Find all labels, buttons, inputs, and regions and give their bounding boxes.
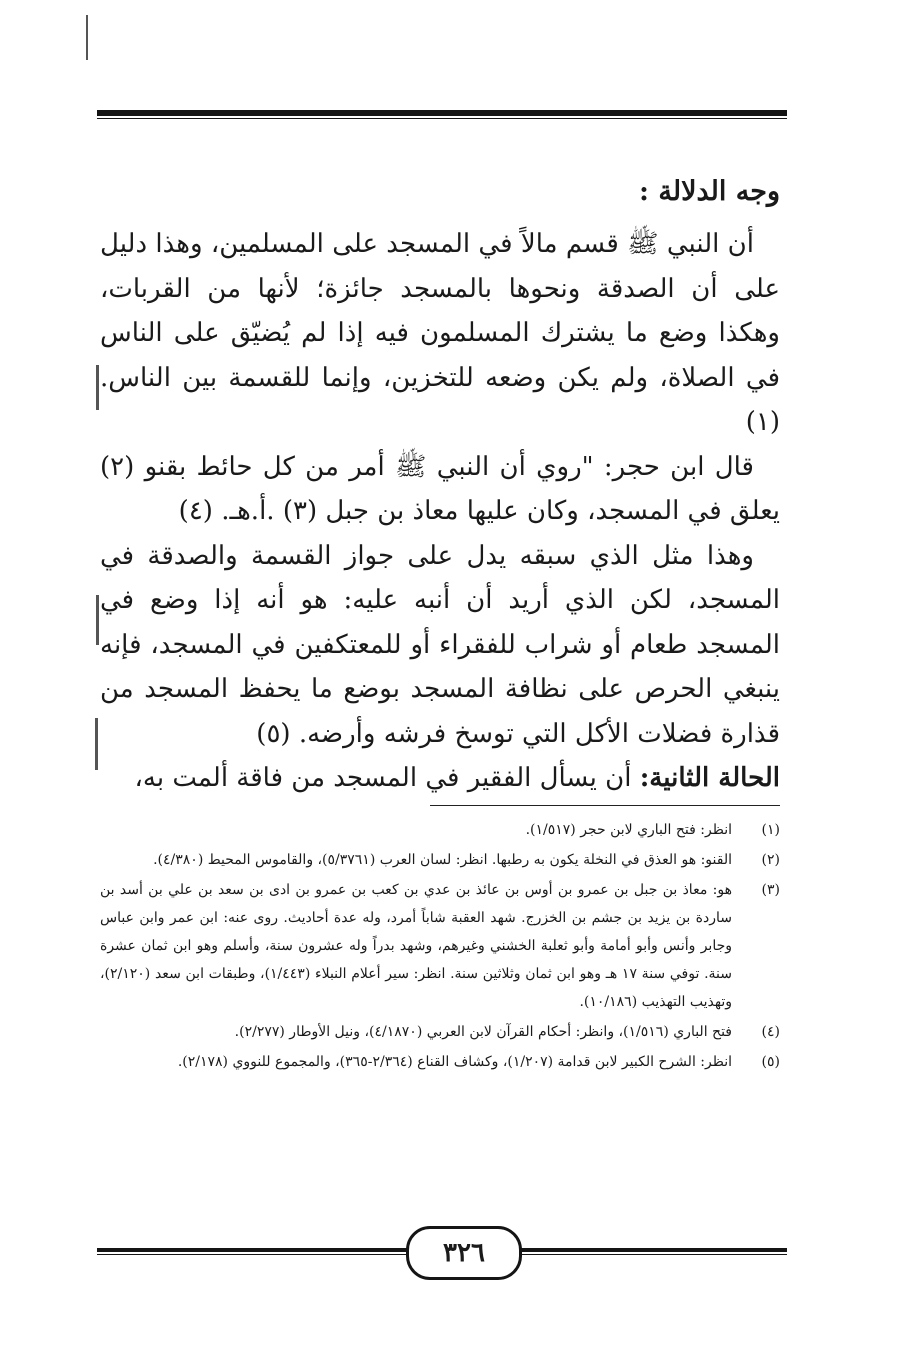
paragraph: وهذا مثل الذي سبقه يدل على جواز القسمة والصدقة في المسجد، لكن الذي أريد أن أنبه عليه: هو أنه إذا وضع في المسجد طعام أو شراب للفقراء أو للمعتكفين في المسجد، فإنه ينبغي الحرص على نظافة المسجد بوضع ما يحفظ المسجد من قذارة فضلات الأكل التي توسخ فرشه وأرضه. (٥) [100, 540, 780, 749]
top-rule [97, 110, 787, 116]
footnote-number: (٤) [761, 1024, 780, 1040]
footnote-text: انظر: فتح الباري لابن حجر (١/٥١٧). [525, 822, 732, 838]
footnote-text: هو: معاذ بن جبل بن عمرو بن أوس بن عائذ بن عدي بن كعب بن عمرو بن ادى بن سعد بن علي بن أسد بن ساردة بن يزيد بن جشم بن الخزرج. شهد العقبة شاباً أمرد، وله عدة أحاديث. روى عنه: ابن عمر وابن عباس وجابر وأنس وأبو أمامة وأبو ثعلبة الخشني وغيرهم، وشهد بدراً وله عشرون سنة، وأسلم وهو ابن ثمان عشرة سنة. توفي سنة ١٧ هـ وهو ابن ثمان وثلاثين سنة. انظر: سير أعلام النبلاء (١/٤٤٣)، وطبقات ابن سعد (٢/١٢٠)، وتهذيب التهذيب (١٠/١٨٦). [100, 882, 732, 1010]
paragraph: أن النبي ﷺ قسم مالاً في المسجد على المسلمين، وهذا دليل على أن الصدقة ونحوها بالمسجد جائزة؛ لأنها من القربات، وهكذا وضع ما يشترك المسلمون فيه إذا لم يُضيّق على الناس في الصلاة، ولم يكن وضعه للتخزين، وإنما للقسمة بين الناس. (١) [100, 229, 780, 437]
footnote-number: (١) [761, 822, 780, 838]
paragraph: قال ابن حجر: "روي أن النبي ﷺ أمر من كل حائط بقنو (٢) يعلق في المسجد، وكان عليها معاذ بن جبل (٣) .أ.هـ. (٤) [100, 451, 780, 526]
footnote-number: (٥) [761, 1054, 780, 1070]
page-number: ٣٢٦ [406, 1226, 522, 1280]
scan-edge-mark [96, 365, 99, 410]
scan-edge-mark [96, 595, 99, 645]
section-heading: وجه الدلالة : [639, 176, 780, 207]
paragraph-last-line [100, 756, 780, 801]
footnote [100, 846, 780, 874]
footnote-text: القنو: هو العذق في النخلة يكون به رطبها. انظر: لسان العرب (٥/٣٧٦١)، والقاموس المحيط (٤/٣٨٠). [153, 852, 732, 868]
footnote-separator [430, 805, 780, 806]
main-text [100, 170, 780, 801]
footnotes [100, 816, 780, 1078]
case-text: أن يسأل الفقير في المسجد من فاقة ألمت به، [134, 763, 632, 793]
scan-edge-mark [86, 15, 88, 60]
footnote-number: (٢) [761, 852, 780, 868]
footnote-number: (٣) [761, 882, 780, 898]
top-rule-thin [97, 118, 787, 119]
footnote [100, 816, 780, 844]
footnote-text: انظر: الشرح الكبير لابن قدامة (١/٢٠٧)، وكشاف القناع (٢/٣٦٤-٣٦٥)، والمجموع للنووي (٢/١٧٨). [177, 1054, 732, 1070]
footnote [100, 1018, 780, 1046]
footnote-text: فتح الباري (١/٥١٦)، وانظر: أحكام القرآن لابن العربي (٤/١٨٧٠)، ونيل الأوطار (٢/٢٧٧). [234, 1024, 732, 1040]
footnote [100, 876, 780, 1016]
footnote [100, 1048, 780, 1076]
case-label: الحالة الثانية: [639, 763, 780, 793]
scan-edge-mark [95, 718, 98, 770]
